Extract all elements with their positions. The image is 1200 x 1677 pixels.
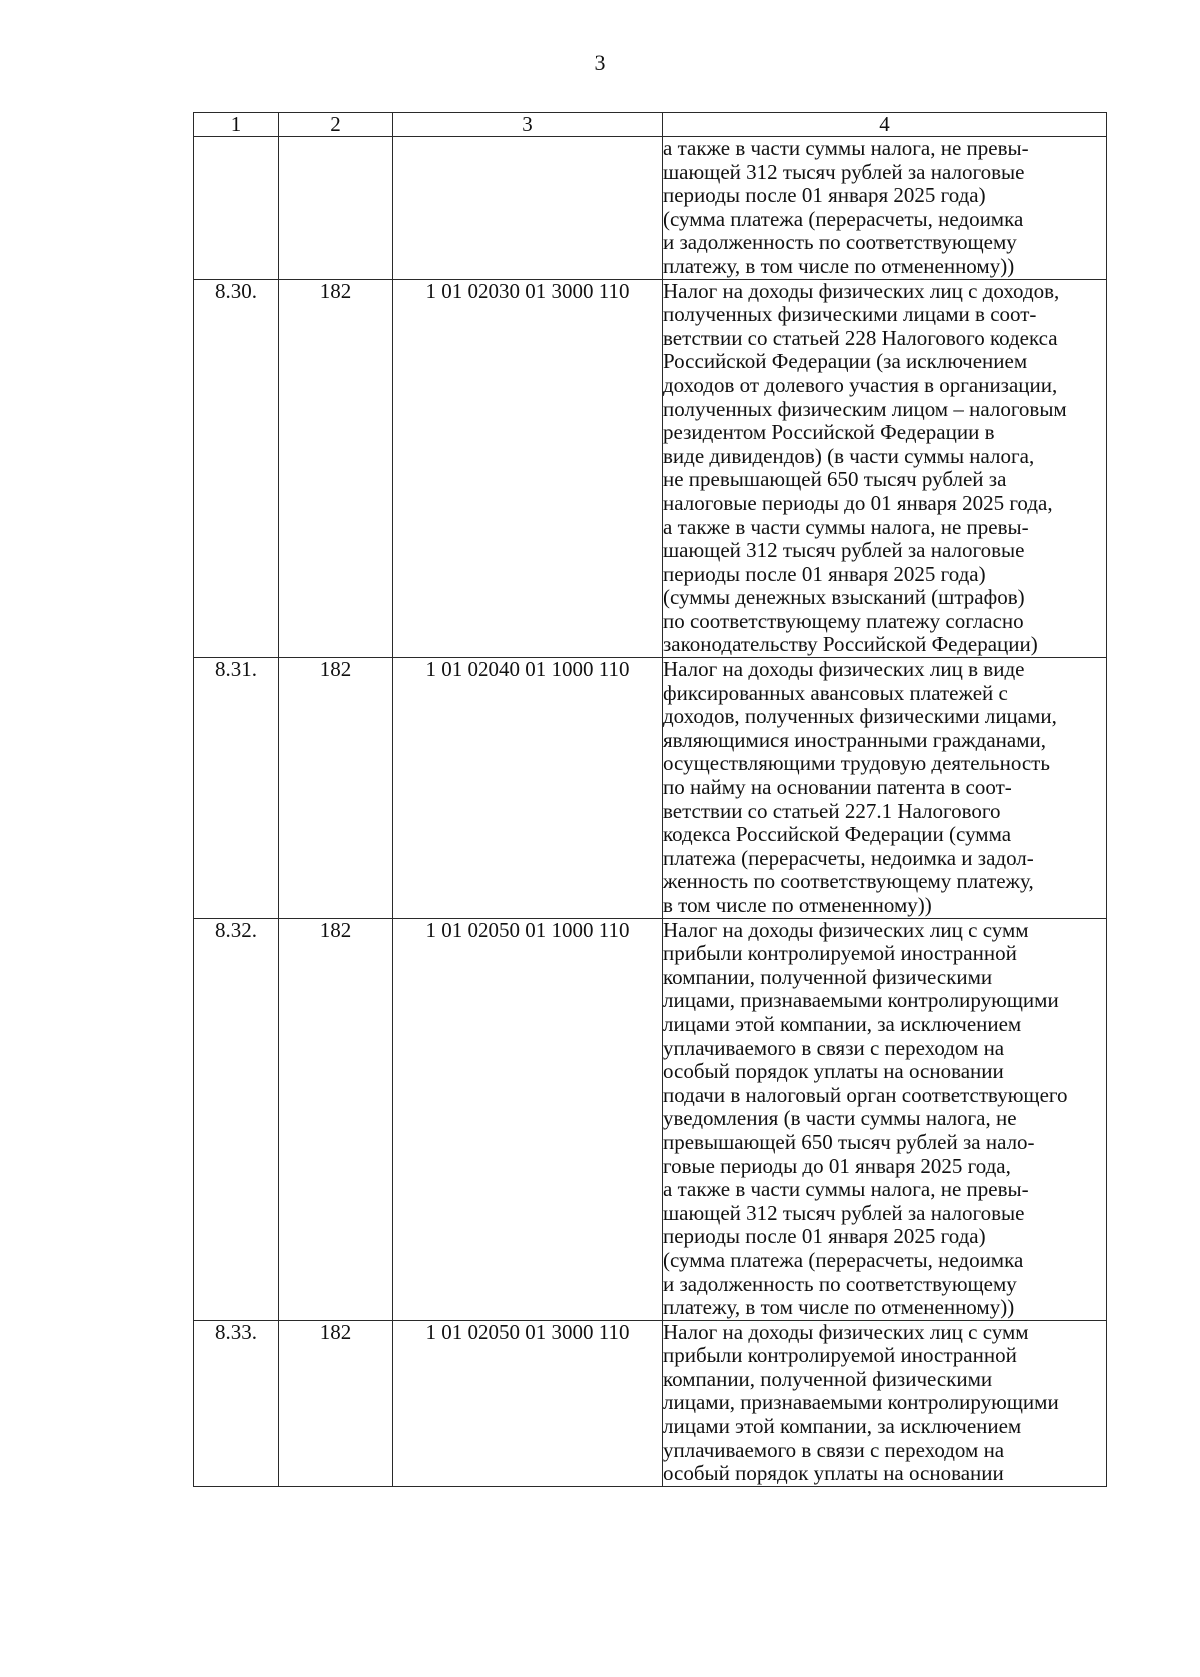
table-row xyxy=(194,1320,1107,1486)
budget-classification-code: 1 01 02040 01 1000 110 xyxy=(393,658,663,919)
admin-code: 182 xyxy=(279,1320,393,1486)
row-number: 8.33. xyxy=(194,1320,279,1486)
admin-code: 182 xyxy=(279,279,393,658)
page-number: 3 xyxy=(594,50,606,75)
kbk-table xyxy=(193,112,1107,1487)
row-number xyxy=(194,137,279,280)
column-header-2: 2 xyxy=(279,113,393,137)
table-row xyxy=(194,279,1107,658)
row-number: 8.31. xyxy=(194,658,279,919)
income-description: Налог на доходы физических лиц в виде фиксированных авансовых платежей с доходов, полученных физическими лицами, являющимися иностранными гражданами, осуществляющими трудовую деятельность по найму на основании патента в соот- ветствии со статьей 227.1 Налогового кодекса Российской Федерации (сумма платежа (перерасчеты, недоимка и задол- женность по соответствующему платежу, в том числе по отмененному)) xyxy=(663,658,1107,919)
budget-classification-code: 1 01 02030 01 3000 110 xyxy=(393,279,663,658)
income-description: Налог на доходы физических лиц с сумм прибыли контролируемой иностранной компании, полученной физическими лицами, признаваемыми контролирующими лицами этой компании, за исключением уплачиваемого в связи с переходом на особый порядок уплаты на основании подачи в налоговый орган соответствующего уведомления (в части суммы налога, не превышающей 650 тысяч рублей за нало- говые периоды до 01 января 2025 года, а также в части суммы налога, не превы- шающей 312 тысяч рублей за налоговые периоды после 01 января 2025 года) (сумма платежа (перерасчеты, недоимка и задолженность по соответствующему платежу, в том числе по отмененному)) xyxy=(663,918,1107,1320)
column-header-4: 4 xyxy=(663,113,1107,137)
admin-code: 182 xyxy=(279,658,393,919)
table-row xyxy=(194,658,1107,919)
income-description: Налог на доходы физических лиц с доходов, полученных физическими лицами в соот- ветствии со статьей 228 Налогового кодекса Российской Федерации (за исключением доходов от долевого участия в организации, полученных физическим лицом – налоговым резидентом Российской Федерации в виде дивидендов) (в части суммы налога, не превышающей 650 тысяч рублей за налоговые периоды до 01 января 2025 года, а также в части суммы налога, не превы- шающей 312 тысяч рублей за налоговые периоды после 01 января 2025 года) (суммы денежных взысканий (штрафов) по соответствующему платежу согласно законодательству Российской Федерации) xyxy=(663,279,1107,658)
column-header-3: 3 xyxy=(393,113,663,137)
income-description: Налог на доходы физических лиц с сумм прибыли контролируемой иностранной компании, полученной физическими лицами, признаваемыми контролирующими лицами этой компании, за исключением уплачиваемого в связи с переходом на особый порядок уплаты на основании xyxy=(663,1320,1107,1486)
admin-code: 182 xyxy=(279,918,393,1320)
budget-classification-code: 1 01 02050 01 3000 110 xyxy=(393,1320,663,1486)
table-row xyxy=(194,918,1107,1320)
budget-classification-code: 1 01 02050 01 1000 110 xyxy=(393,918,663,1320)
admin-code xyxy=(279,137,393,280)
budget-classification-code xyxy=(393,137,663,280)
column-number-row xyxy=(194,113,1107,137)
row-number: 8.30. xyxy=(194,279,279,658)
column-header-1: 1 xyxy=(194,113,279,137)
table-row xyxy=(194,137,1107,280)
row-number: 8.32. xyxy=(194,918,279,1320)
income-description: а также в части суммы налога, не превы- шающей 312 тысяч рублей за налоговые периоды после 01 января 2025 года) (сумма платежа (перерасчеты, недоимка и задолженность по соответствующему платежу, в том числе по отмененному)) xyxy=(663,137,1107,280)
